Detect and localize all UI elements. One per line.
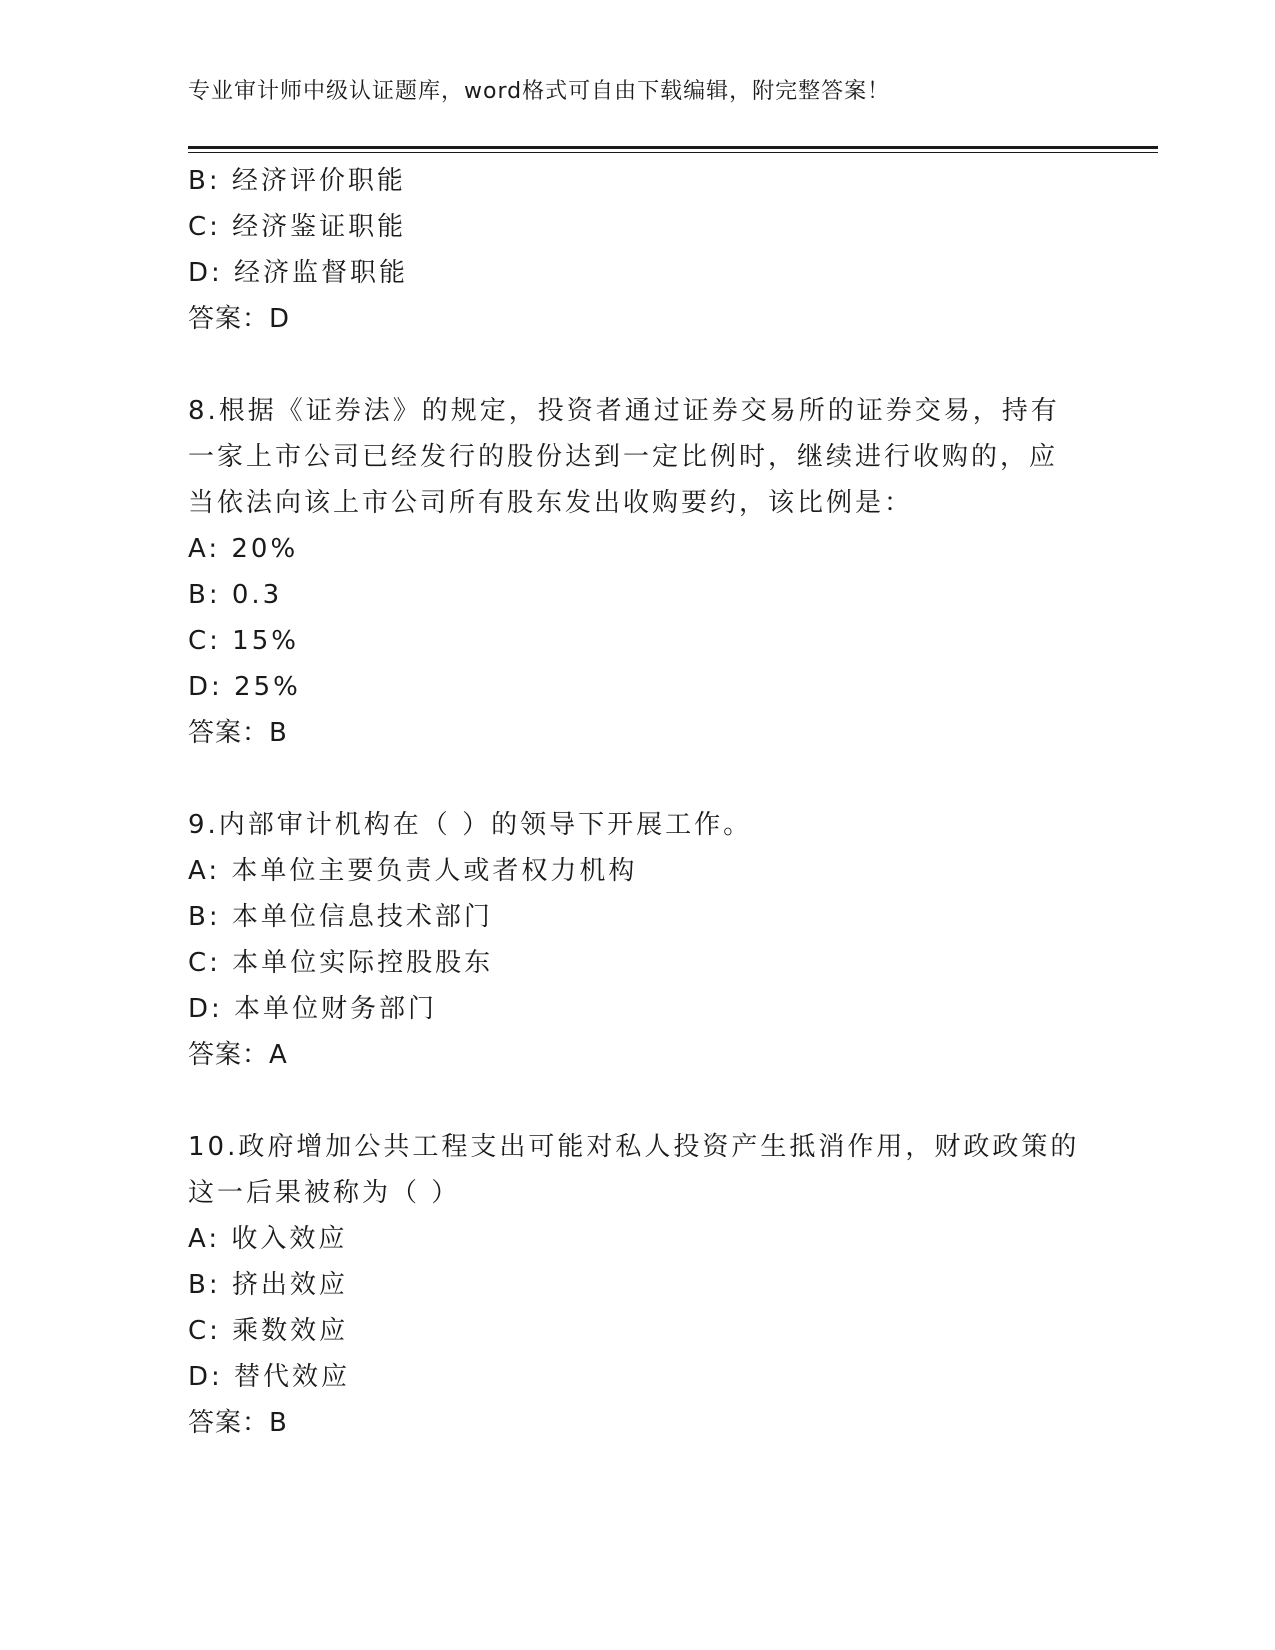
answer-line — [188, 296, 1088, 342]
question-stem-line: 当依法向该上市公司所有股东发出收购要约，该比例是： — [188, 488, 914, 518]
question-stem-line: 10.政府增加公共工程支出可能对私人投资产生抵消作用，财政政策的 — [188, 1132, 1080, 1162]
option-a: A: 收入效应 — [188, 1224, 348, 1254]
option-d: D: 25% — [188, 672, 301, 702]
answer-value: A — [269, 1040, 287, 1070]
option-b: B: 经济评价职能 — [188, 166, 406, 196]
option-c: C: 经济鉴证职能 — [188, 212, 407, 242]
option-d: D: 本单位财务部门 — [188, 994, 438, 1024]
question-10 — [188, 1124, 1088, 1446]
question-content — [188, 158, 1088, 1446]
answer-label: 答案： — [188, 1408, 270, 1438]
question-7 — [188, 158, 1088, 342]
question-8 — [188, 388, 1088, 756]
answer-label: 答案： — [188, 718, 270, 748]
question-spacer — [188, 342, 1088, 388]
page-header: 专业审计师中级认证题库，word格式可自由下载编辑，附完整答案！ — [188, 79, 891, 104]
question-spacer — [188, 756, 1088, 802]
option-d: D: 替代效应 — [188, 1362, 351, 1392]
option-c: C: 本单位实际控股股东 — [188, 948, 494, 978]
option-b: B: 0.3 — [188, 580, 283, 610]
answer-line — [188, 710, 1088, 756]
option-b: B: 本单位信息技术部门 — [188, 902, 493, 932]
option-b: B: 挤出效应 — [188, 1270, 348, 1300]
option-c: C: 15% — [188, 626, 299, 656]
header-rule-thin — [188, 152, 1158, 153]
answer-label: 答案： — [188, 304, 270, 334]
option-c: C: 乘数效应 — [188, 1316, 349, 1346]
option-a: A: 本单位主要负责人或者权力机构 — [188, 856, 638, 886]
option-a: A: 20% — [188, 534, 299, 564]
answer-label: 答案： — [188, 1040, 270, 1070]
option-d: D: 经济监督职能 — [188, 258, 409, 288]
question-9 — [188, 802, 1088, 1078]
answer-value: B — [269, 1408, 287, 1438]
answer-line — [188, 1032, 1088, 1078]
question-spacer — [188, 1078, 1088, 1124]
answer-line — [188, 1400, 1088, 1446]
answer-value: D — [269, 304, 290, 334]
question-stem-line: 8.根据《证券法》的规定，投资者通过证券交易所的证券交易，持有 — [188, 396, 1060, 426]
answer-value: B — [269, 718, 287, 748]
header-rule-thick — [188, 146, 1158, 149]
question-stem-line: 一家上市公司已经发行的股份达到一定比例时，继续进行收购的，应 — [188, 442, 1059, 472]
question-stem-line: 9.内部审计机构在（ ）的领导下开展工作。 — [188, 810, 753, 840]
question-stem-line: 这一后果被称为（ ） — [188, 1178, 461, 1208]
